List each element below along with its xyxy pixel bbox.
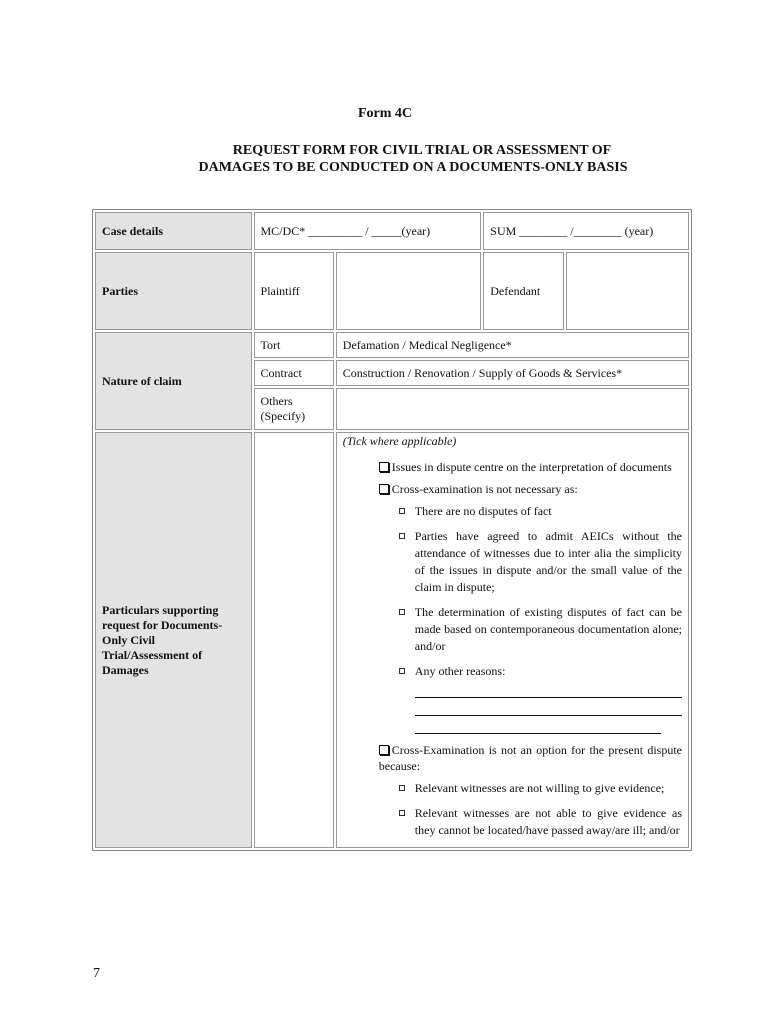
parties-label: Parties <box>95 252 252 330</box>
request-form-table <box>92 209 692 851</box>
nature-of-claim-label: Nature of claim <box>95 332 252 430</box>
option-2-list <box>343 503 682 734</box>
list-item: Relevant witnesses are not willing to give evidence; <box>397 780 682 797</box>
checkbox-icon[interactable] <box>379 462 389 472</box>
contract-options[interactable]: Construction / Renovation / Supply of Goods & Services* <box>336 360 689 386</box>
others-specify-field[interactable] <box>336 388 689 430</box>
tick-note: (Tick where applicable) <box>342 434 457 448</box>
contract-label: Contract <box>254 360 334 386</box>
list-item: There are no disputes of fact <box>397 503 682 520</box>
defendant-field[interactable] <box>566 252 689 330</box>
option-interpretation-of-documents <box>343 459 682 475</box>
option-2-text: Cross-examination is not necessary as: <box>391 482 578 496</box>
plaintiff-field[interactable] <box>336 252 481 330</box>
list-item: The determination of existing disputes of fact can be made based on contemporaneous documentation alone; and/or <box>397 604 682 655</box>
square-bullet-icon <box>399 508 405 514</box>
checkbox-icon[interactable] <box>379 484 389 494</box>
option-3-list <box>343 780 682 839</box>
particulars-spacer-cell <box>254 432 334 848</box>
list-item: Any other reasons: <box>397 663 682 734</box>
others-label: Others (Specify) <box>254 388 334 430</box>
form-title-line-1: REQUEST FORM FOR CIVIL TRIAL OR ASSESSMENT OF <box>232 143 612 158</box>
tort-label: Tort <box>254 332 334 358</box>
square-bullet-icon <box>399 668 405 674</box>
case-details-row <box>95 212 689 250</box>
square-bullet-icon <box>399 810 405 816</box>
other-reasons-line-2[interactable] <box>415 701 682 716</box>
particulars-content <box>336 432 689 848</box>
particulars-row <box>95 432 689 848</box>
square-bullet-icon <box>399 533 405 539</box>
defendant-label: Defendant <box>483 252 563 330</box>
tort-options[interactable]: Defamation / Medical Negligence* <box>336 332 689 358</box>
form-title <box>0 142 770 176</box>
plaintiff-label: Plaintiff <box>254 252 334 330</box>
checkbox-icon[interactable] <box>379 745 389 755</box>
sum-field[interactable]: SUM ________ /________ (year) <box>483 212 689 250</box>
other-reasons-line-1[interactable] <box>415 683 682 698</box>
option-cross-examination-not-necessary <box>343 481 682 497</box>
other-reasons-line-3[interactable] <box>415 719 661 734</box>
parties-row <box>95 252 689 330</box>
form-title-line-2: DAMAGES TO BE CONDUCTED ON A DOCUMENTS-ONLY BASIS <box>198 160 628 175</box>
tort-row <box>95 332 689 358</box>
option-1-text: Issues in dispute centre on the interpretation of documents <box>391 460 672 474</box>
list-item: Parties have agreed to admit AEICs without the attendance of witnesses due to inter alia the simplicity of the issues in dispute and/or the small value of the claim in dispute; <box>397 528 682 596</box>
mc-dc-field[interactable]: MC/DC* _________ / _____(year) <box>254 212 482 250</box>
page-number: 7 <box>93 966 100 981</box>
option-cross-examination-not-an-option <box>343 742 682 774</box>
option-3-text: Cross-Examination is not an option for the present dispute because: <box>378 743 682 773</box>
form-number: Form 4C <box>357 106 413 121</box>
particulars-label: Particulars supporting request for Documents-Only Civil Trial/Assessment of Damages <box>95 432 252 848</box>
case-details-label: Case details <box>95 212 252 250</box>
square-bullet-icon <box>399 785 405 791</box>
square-bullet-icon <box>399 609 405 615</box>
list-item: Relevant witnesses are not able to give evidence as they cannot be located/have passed away/are ill; and/or <box>397 805 682 839</box>
